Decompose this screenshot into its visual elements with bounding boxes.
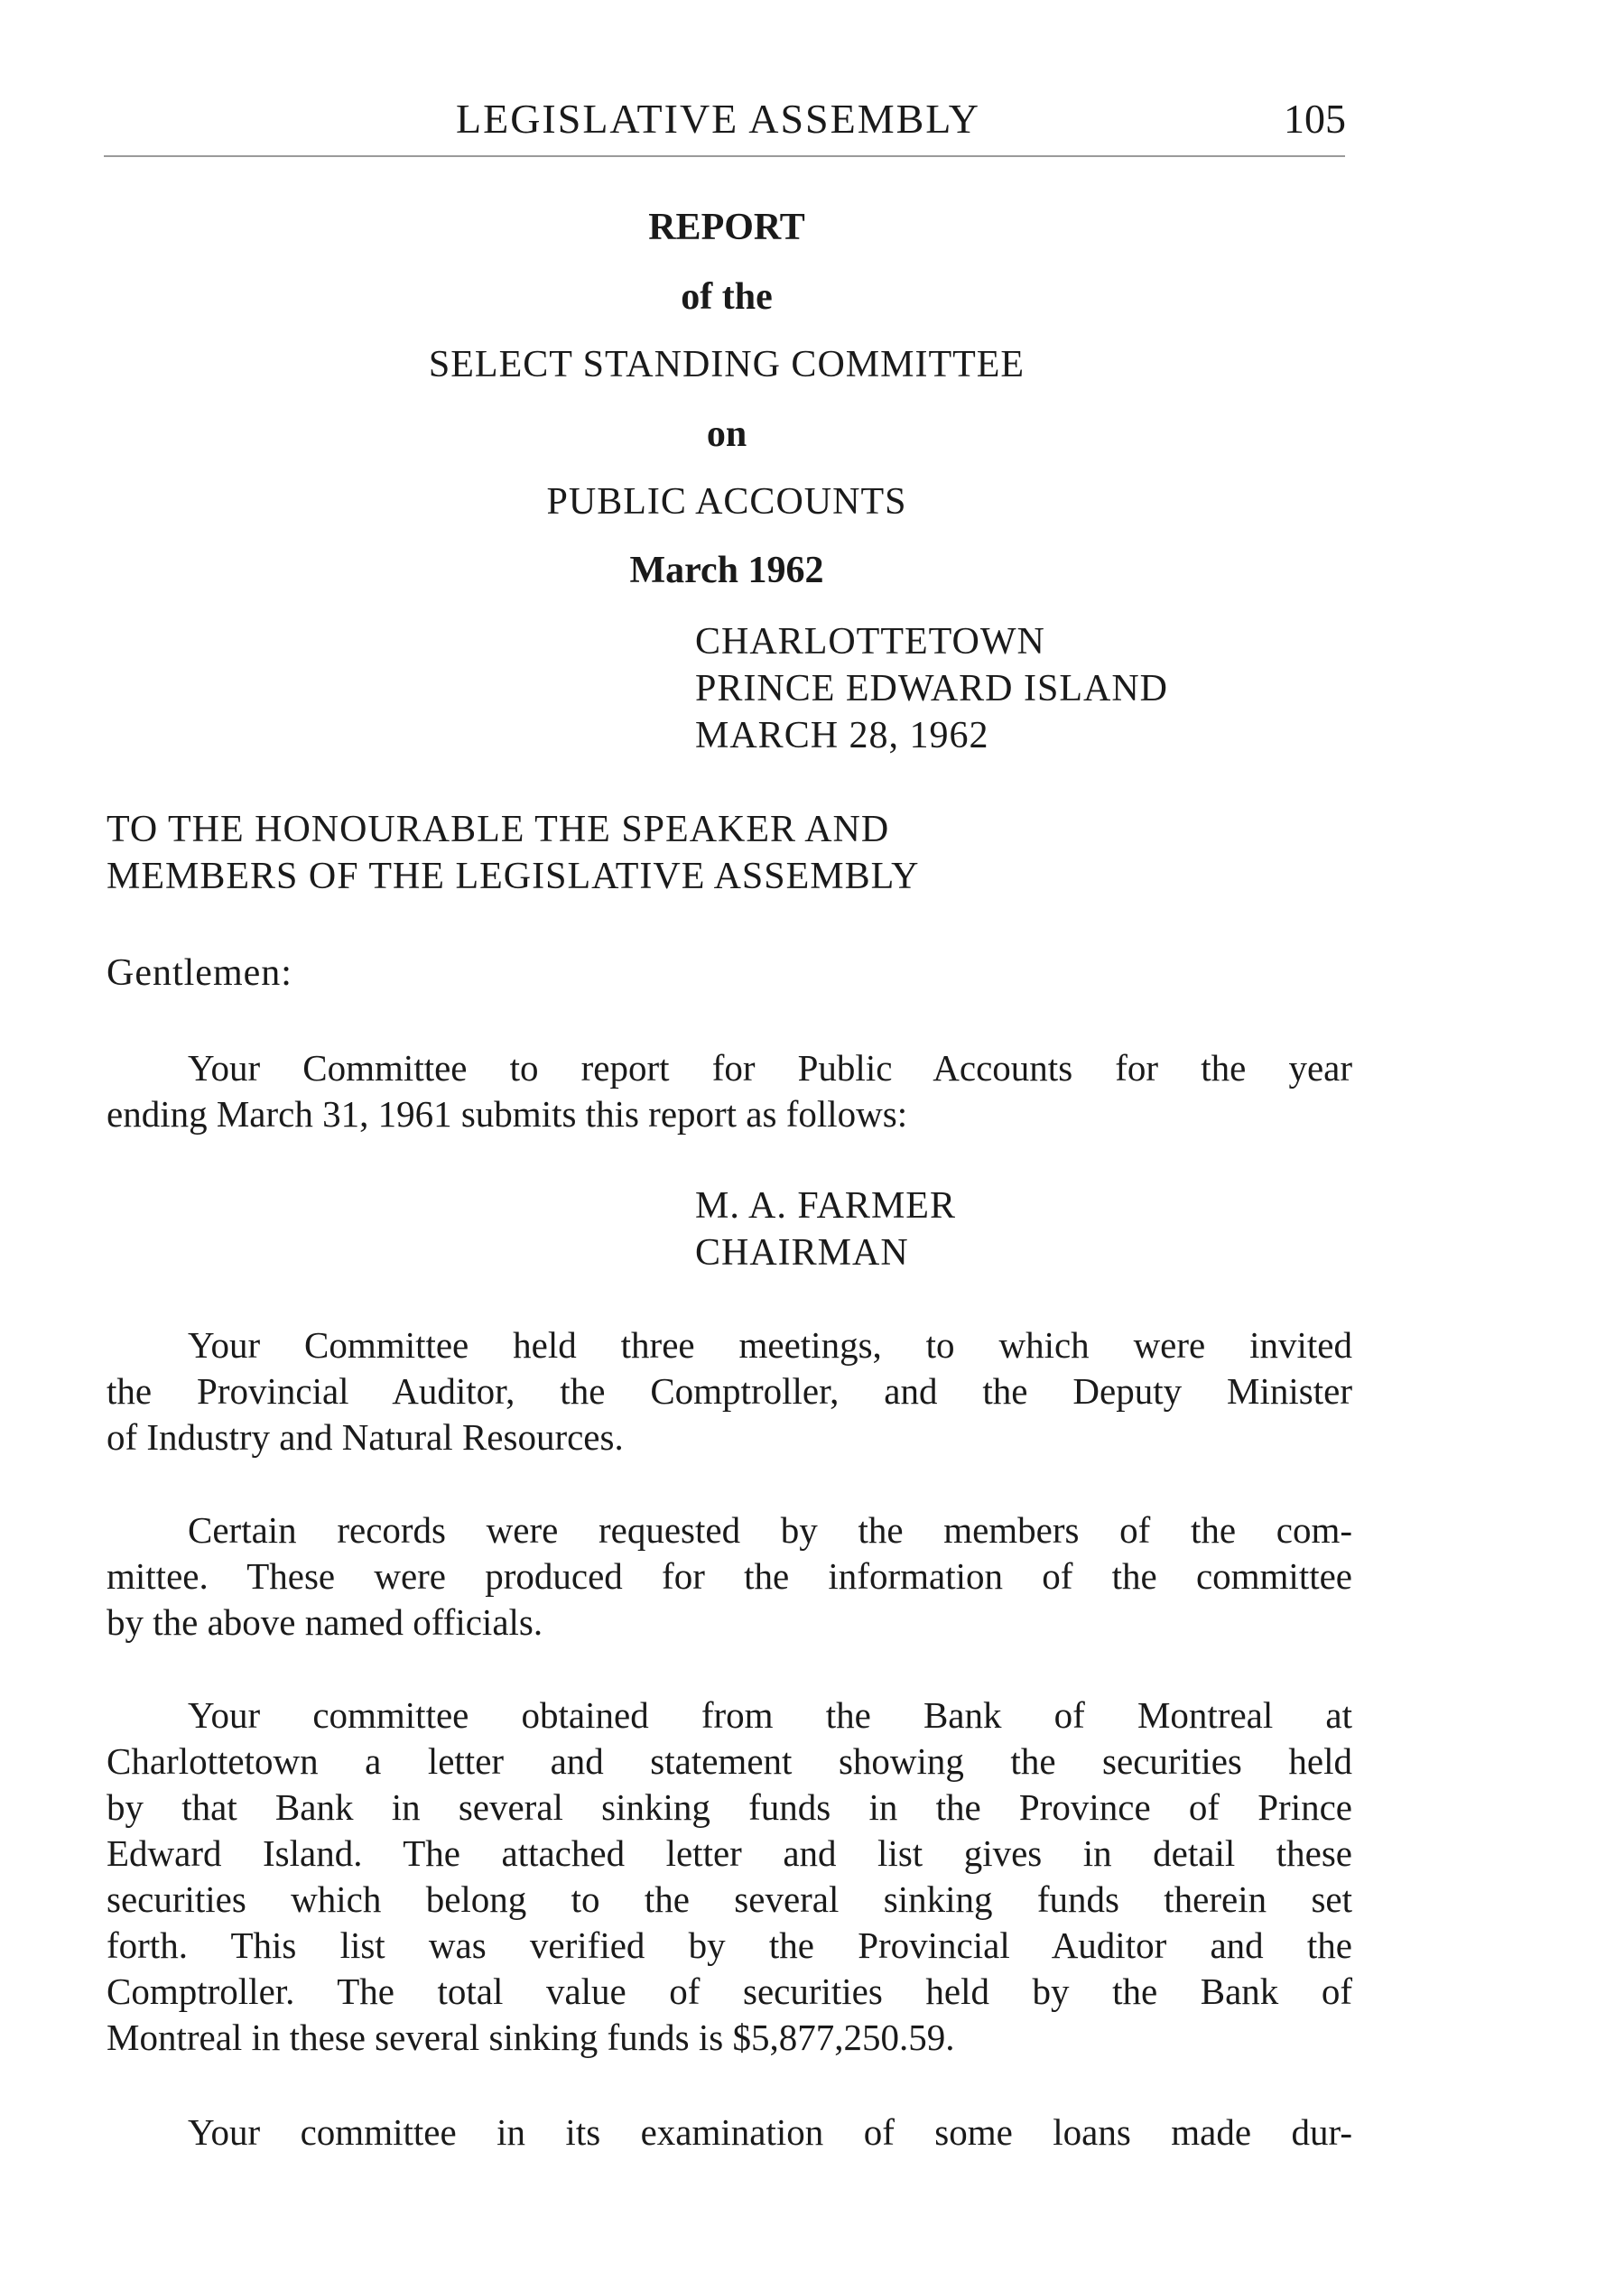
dateline-city: CHARLOTTETOWN: [695, 621, 1045, 663]
report-subject: PUBLIC ACCOUNTS: [546, 481, 907, 523]
running-header: [0, 95, 1624, 149]
paragraph-line: Comptroller. The total value of securities held by the Bank of: [107, 1970, 1352, 2012]
paragraph-line: of Industry and Natural Resources.: [107, 1416, 624, 1458]
paragraph-line: by that Bank in several sinking funds in the Province of Prince: [107, 1786, 1352, 1828]
address-line-1: TO THE HONOURABLE THE SPEAKER AND: [107, 809, 890, 850]
records-paragraph: [107, 1507, 1352, 1646]
committee-name: SELECT STANDING COMMITTEE: [428, 344, 1025, 385]
paragraph-line: forth. This list was verified by the Provincial Auditor and the: [107, 1924, 1352, 1966]
bank-paragraph: [107, 1692, 1352, 2061]
page-number: 105: [1284, 96, 1346, 142]
running-title: LEGISLATIVE ASSEMBLY: [456, 96, 981, 142]
paragraph-line: Certain records were requested by the members of the com-: [188, 1509, 1352, 1551]
paragraph-line: Charlottetown a letter and statement showing the securities held: [107, 1740, 1352, 1782]
report-heading-on: on: [706, 413, 747, 455]
signature-name: M. A. FARMER: [695, 1185, 956, 1227]
report-heading-of-the: of the: [681, 276, 773, 318]
dateline-province: PRINCE EDWARD ISLAND: [695, 668, 1168, 709]
header-rule: [104, 155, 1345, 157]
dateline: [695, 618, 1168, 759]
intro-line: ending March 31, 1961 submits this report as follows:: [107, 1093, 908, 1135]
address-line-2: MEMBERS OF THE LEGISLATIVE ASSEMBLY: [107, 856, 920, 897]
signature-block: [695, 1182, 956, 1276]
meetings-paragraph: [107, 1322, 1352, 1460]
report-month: March 1962: [629, 550, 824, 591]
report-heading: REPORT: [648, 207, 805, 248]
paragraph-line: Your Committee held three meetings, to which were invited: [188, 1324, 1352, 1366]
intro-paragraph: [107, 1045, 1352, 1137]
paragraph-line: securities which belong to the several sinking funds therein set: [107, 1878, 1352, 1920]
paragraph-line: by the above named officials.: [107, 1601, 543, 1643]
paragraph-line: mittee. These were produced for the information of the committee: [107, 1555, 1352, 1597]
loans-paragraph: [107, 2109, 1352, 2156]
dateline-date: MARCH 28, 1962: [695, 715, 989, 756]
intro-line: Your Committee to report for Public Accounts for the year: [188, 1047, 1352, 1089]
signature-title: CHAIRMAN: [695, 1232, 909, 1274]
paragraph-line: Montreal in these several sinking funds is $5,877,250.59.: [107, 2017, 955, 2058]
address-block: [107, 806, 919, 900]
paragraph-line: Your committee obtained from the Bank of Montreal at: [188, 1694, 1352, 1736]
paragraph-line: the Provincial Auditor, the Comptroller, and the Deputy Minister: [107, 1370, 1352, 1412]
paragraph-line: Edward Island. The attached letter and list gives in detail these: [107, 1832, 1352, 1874]
paragraph-line: Your committee in its examination of some loans made dur-: [188, 2111, 1352, 2153]
salutation: Gentlemen:: [107, 952, 292, 994]
